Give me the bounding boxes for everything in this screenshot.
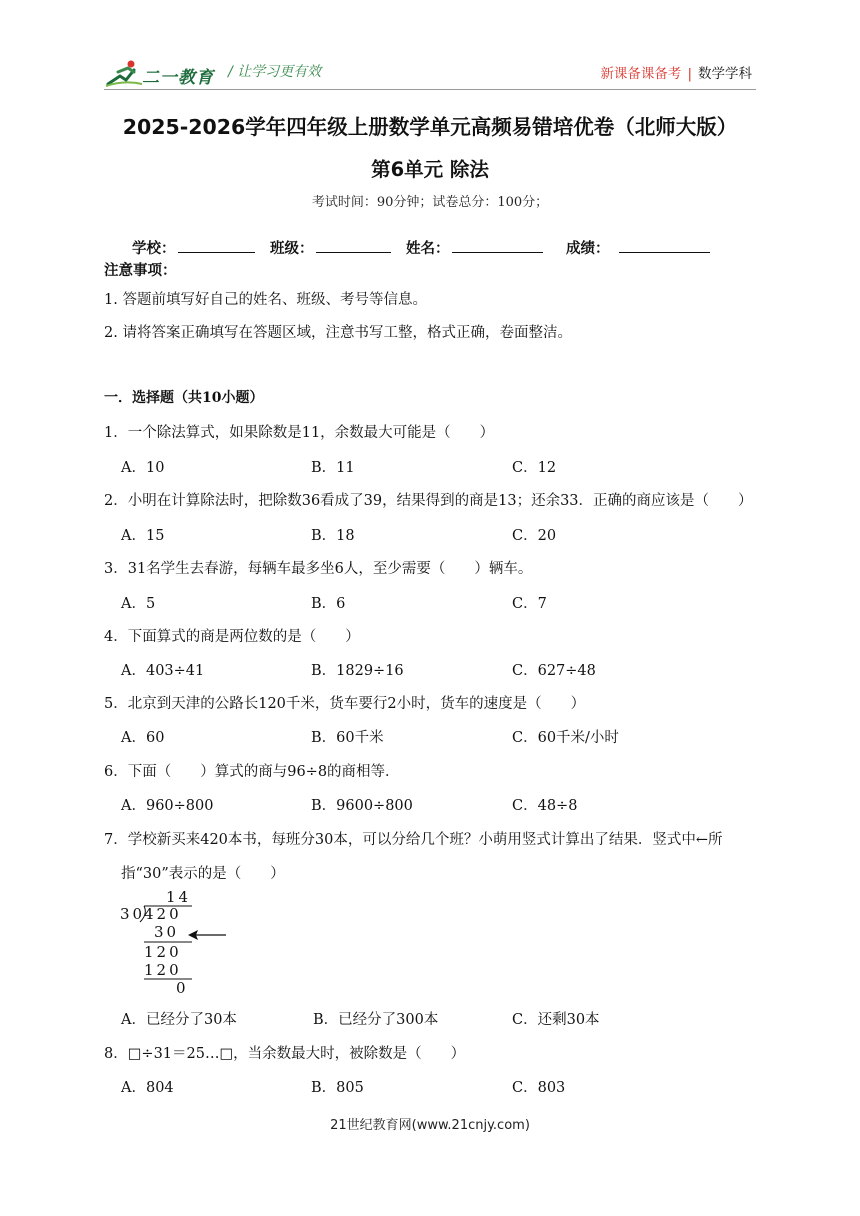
option-a[interactable]: A．804 [121,1080,174,1096]
option-a[interactable]: A．15 [121,528,165,544]
header-divider [104,89,756,90]
question-6: 6．下面（ ）算式的商与96÷8的商相等． [104,764,400,780]
page-title: 2025-2026学年四年级上册数学单元高频易错培优卷（北师大版） [122,115,738,139]
option-a[interactable]: A．已经分了30本 [121,1012,237,1028]
score-label: 成绩： [566,241,610,257]
long-division-diagram [118,888,236,998]
option-b[interactable]: B．60千米 [311,730,384,746]
score-field[interactable] [619,252,710,253]
brand-area [600,62,752,82]
question-4: 4．下面算式的商是两位数的是（ ） [104,629,360,645]
notice-item: 2. 请将答案正确填写在答题区域，注意书写工整，格式正确，卷面整洁。 [104,325,572,341]
dividend: 420 [144,905,182,923]
division-bracket-lines [118,888,236,998]
question-7-continued: 指“30”表示的是（ ） [121,866,285,882]
option-b[interactable]: B．1829÷16 [311,663,404,679]
option-b[interactable]: B．18 [311,528,355,544]
name-field[interactable] [452,252,543,253]
divisor: 30 [120,905,146,923]
option-a[interactable]: A．10 [121,460,165,476]
question-7: 7．学校新买来420本书，每班分30本，可以分给几个班？小萌用竖式计算出了结果．竖式中←所 [104,832,723,848]
name-label: 姓名： [406,241,450,257]
notice-item: 1. 答题前填写好自己的姓名、班级、考号等信息。 [104,292,427,308]
subject-label: 数学学科 [698,66,752,82]
logo-text: 二一教育 [142,68,214,88]
option-a[interactable]: A．960÷800 [121,798,214,814]
division-step: 120 [144,943,182,961]
notice-title: 注意事项： [104,263,177,279]
division-step: 120 [144,961,182,979]
school-label: 学校： [132,241,176,257]
option-c[interactable]: C．627÷48 [512,663,596,679]
question-2: 2．小明在计算除法时，把除数36看成了39，结果得到的商是13；还余33．正确的商应该是（ ） [104,493,753,509]
quotient: 14 [166,888,192,906]
brand-separator: | [687,66,692,82]
class-label: 班级： [270,241,314,257]
class-field[interactable] [316,252,391,253]
option-b[interactable]: B．6 [311,596,346,612]
option-b[interactable]: B．已经分了300本 [313,1012,439,1028]
footer-link[interactable]: 21世纪教育网(www.21cnjy.com) [330,1118,530,1133]
option-c[interactable]: C．60千米/小时 [512,730,619,746]
question-3: 3．31名学生去春游，每辆车最多坐6人，至少需要（ ）辆车。 [104,561,533,577]
unit-title: 第6单元 除法 [371,158,489,181]
left-arrow-icon [188,929,228,941]
question-5: 5．北京到天津的公路长120千米，货车要行2小时，货车的速度是（ ） [104,696,586,712]
division-step: 30 [154,923,180,941]
option-b[interactable]: B．9600÷800 [311,798,413,814]
question-8: 8．□÷31＝25…□，当余数最大时，被除数是（ ） [104,1046,466,1062]
option-c[interactable]: C．7 [512,596,547,612]
brand-label: 新课备课备考 [600,66,682,82]
slogan: / 让学习更有效 [228,64,322,80]
option-c[interactable]: C．还剩30本 [512,1012,600,1028]
option-b[interactable]: B．805 [311,1080,364,1096]
school-field[interactable] [178,252,255,253]
option-a[interactable]: A．60 [121,730,165,746]
runner-logo-icon [104,58,144,88]
option-a[interactable]: A．403÷41 [121,663,205,679]
option-c[interactable]: C．12 [512,460,557,476]
question-1: 1．一个除法算式，如果除数是11，余数最大可能是（ ） [104,425,495,441]
exam-info: 考试时间：90分钟；试卷总分：100分； [311,195,549,210]
option-a[interactable]: A．5 [121,596,156,612]
option-b[interactable]: B．11 [311,460,355,476]
remainder: 0 [176,979,189,997]
option-c[interactable]: C．20 [512,528,557,544]
option-c[interactable]: C．803 [512,1080,566,1096]
option-c[interactable]: C．48÷8 [512,798,578,814]
section-title: 一．选择题（共10小题） [104,390,264,406]
